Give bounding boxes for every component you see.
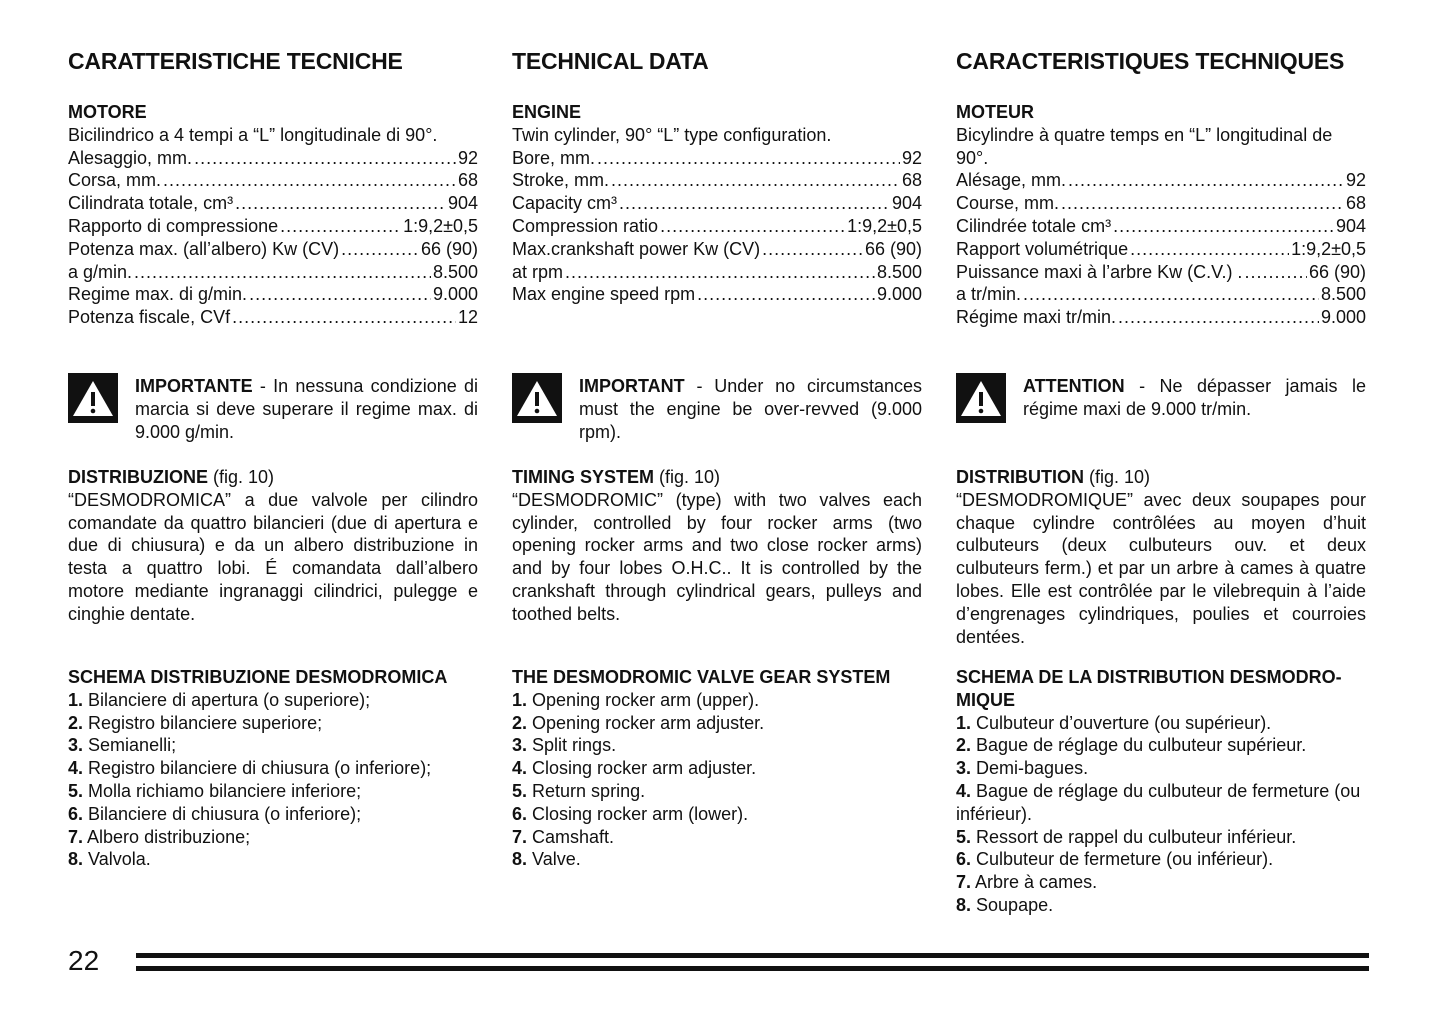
spec-row <box>68 283 478 306</box>
item-text: Soupape. <box>976 894 1054 915</box>
dot-leader <box>1244 261 1307 284</box>
spec-label: Puissance maxi à l’arbre Kw (C.V.) . <box>956 261 1243 282</box>
timing-heading: DISTRIBUTION <box>956 467 1084 487</box>
list-item <box>512 689 922 712</box>
item-number: 3. <box>68 735 84 756</box>
spec-label: Rapport volumétrique <box>956 238 1129 259</box>
spec-label: a g/min. <box>68 261 133 282</box>
dot-leader <box>134 261 431 284</box>
warning-lead: ATTENTION <box>1023 376 1125 396</box>
item-number: 7. <box>512 826 528 847</box>
spec-label: Stroke, mm. <box>512 170 610 191</box>
dot-leader <box>565 261 875 284</box>
scheme-heading: SCHEMA DISTRIBUZIONE DESMODROMICA <box>68 667 448 687</box>
item-text: Valve. <box>532 849 581 870</box>
item-number: 1. <box>956 712 972 733</box>
spec-value: 68 <box>1345 193 1366 214</box>
spec-value: 12 <box>457 307 478 328</box>
scheme-section <box>68 666 478 871</box>
list-item <box>68 734 478 757</box>
spec-row <box>956 169 1366 192</box>
spec-row <box>512 192 922 215</box>
scheme-heading: THE DESMODROMIC VALVE GEAR SYSTEM <box>512 667 891 687</box>
item-number: 1. <box>68 689 84 710</box>
item-number: 6. <box>68 803 84 824</box>
list-item <box>512 803 922 826</box>
spec-row <box>512 261 922 284</box>
item-text: Arbre à cames. <box>975 872 1098 893</box>
engine-section <box>956 101 1366 329</box>
item-text: Ressort de rappel du culbuteur inférieur. <box>976 826 1297 847</box>
list-item <box>68 826 478 849</box>
timing-heading: DISTRIBUZIONE <box>68 467 209 487</box>
scheme-section <box>512 666 922 871</box>
item-text: Camshaft. <box>532 826 615 847</box>
warning-text: - Ne dépasser jamais le régime maxi de 9.000 tr/min. <box>1023 376 1366 419</box>
spec-label: Course, mm. <box>956 193 1060 214</box>
footer-rule-top <box>136 953 1369 958</box>
list-item <box>68 712 478 735</box>
list-item <box>512 780 922 803</box>
scheme-section <box>956 666 1366 917</box>
timing-section <box>512 466 922 626</box>
item-number: 6. <box>512 803 528 824</box>
list-item <box>956 871 1366 894</box>
item-number: 2. <box>512 712 528 733</box>
item-text: Molla richiamo bilanciere inferiore; <box>88 780 362 801</box>
figure-ref: (fig. 10) <box>1084 467 1151 487</box>
warning-icon <box>956 373 1006 423</box>
list-item <box>956 734 1366 757</box>
item-number: 2. <box>68 712 84 733</box>
spec-value: 92 <box>1345 170 1366 191</box>
spec-value: 8.500 <box>876 261 922 282</box>
item-number: 5. <box>956 826 972 847</box>
warning-text: - In nessuna condizione di marcia si deve superare il regime max. di 9.000 g/min. <box>135 376 478 442</box>
spec-row <box>68 238 478 261</box>
spec-value: 9.000 <box>432 284 478 305</box>
warning-note <box>512 375 922 443</box>
spec-value: 1:9,2±0,5 <box>1291 238 1366 259</box>
list-item <box>512 734 922 757</box>
dot-leader <box>341 238 419 261</box>
item-number: 6. <box>956 849 972 870</box>
footer-rule-bottom <box>136 966 1369 971</box>
dot-leader <box>660 215 845 238</box>
spec-value: 68 <box>457 170 478 191</box>
dot-leader <box>1023 283 1319 306</box>
spec-row <box>68 306 478 329</box>
item-number: 2. <box>956 735 972 756</box>
spec-row <box>956 192 1366 215</box>
spec-label: Cilindrée totale cm³ <box>956 215 1112 236</box>
spec-row <box>512 283 922 306</box>
figure-ref: (fig. 10) <box>208 467 275 487</box>
engine-intro: Bicilindrico a 4 tempi a “L” longitudinale di 90°. <box>68 124 438 145</box>
column-title: CARATTERISTICHE TECNICHE <box>68 48 403 74</box>
spec-row <box>956 238 1366 261</box>
spec-row <box>68 192 478 215</box>
dot-leader <box>249 283 431 306</box>
item-text: Culbuteur d’ouverture (ou supérieur). <box>976 712 1272 733</box>
item-number: 1. <box>512 689 528 710</box>
item-text: Bague de réglage du culbuteur de fermeture (ou inférieur). <box>956 780 1361 824</box>
dot-leader <box>1118 306 1319 329</box>
dot-leader <box>1113 215 1334 238</box>
item-text: Bague de réglage du culbuteur supérieur. <box>976 735 1307 756</box>
item-text: Bilanciere di apertura (o superiore); <box>88 689 371 710</box>
timing-text: “DESMODROMIC” (type) with two valves each cylinder, controlled by four rocker arms (two opening rocker arms and two close rocker arms) and by four lobes O.H.C.. It is controlled by the crankshaft through cylindrical gears, pulleys and toothed belts. <box>512 489 922 624</box>
item-number: 5. <box>68 780 84 801</box>
item-text: Registro bilanciere di chiusura (o inferiore); <box>88 758 432 779</box>
item-number: 3. <box>956 758 972 779</box>
item-number: 8. <box>68 849 84 870</box>
dot-leader <box>232 306 456 329</box>
column-title: CARACTERISTIQUES TECHNIQUES <box>956 48 1345 74</box>
spec-label: Regime max. di g/min. <box>68 284 248 305</box>
dot-leader <box>1061 192 1344 215</box>
warning-text: - Under no circumstances must the engine be over-revved (9.000 rpm). <box>579 376 922 442</box>
spec-label: Potenza fiscale, CVf <box>68 307 231 328</box>
spec-label: a tr/min. <box>956 284 1022 305</box>
page-number: 22 <box>68 945 100 976</box>
spec-value: 9.000 <box>1320 307 1366 328</box>
spec-label: Rapporto di compressione <box>68 215 279 236</box>
spec-value: 68 <box>901 170 922 191</box>
spec-value: 904 <box>891 193 922 214</box>
spec-value: 8.500 <box>1320 284 1366 305</box>
spec-row <box>956 283 1366 306</box>
list-item <box>956 712 1366 735</box>
spec-label: Potenza max. (all’albero) Kw (CV) <box>68 238 340 259</box>
dot-leader <box>597 147 900 170</box>
spec-row <box>956 306 1366 329</box>
item-number: 4. <box>68 758 84 779</box>
list-item <box>512 757 922 780</box>
spec-value: 9.000 <box>876 284 922 305</box>
warning-icon <box>68 373 118 423</box>
item-text: Valvola. <box>88 849 151 870</box>
list-item <box>956 780 1366 826</box>
warning-lead: IMPORTANTE <box>135 376 253 396</box>
spec-value: 1:9,2±0,5 <box>847 215 922 236</box>
list-item <box>512 712 922 735</box>
timing-text: “DESMODROMICA” a due valvole per cilindro comandate da quattro bilancieri (due di apertura e due di chiusura) e da un albero distribuzione in testa a quattro lobi. É comandata dall’albero motore mediante ingranaggi cilindrici, pulegge e cinghie dentate. <box>68 489 478 624</box>
warning-lead: IMPORTANT <box>579 376 685 396</box>
dot-leader <box>697 283 875 306</box>
item-number: 8. <box>956 894 972 915</box>
item-number: 8. <box>512 849 528 870</box>
spec-label: Bore, mm. <box>512 147 596 168</box>
spec-label: Capacity cm³ <box>512 193 618 214</box>
item-text: Bilanciere di chiusura (o inferiore); <box>88 803 362 824</box>
item-number: 3. <box>512 735 528 756</box>
spec-value: 8.500 <box>432 261 478 282</box>
spec-value: 66 (90) <box>864 238 922 259</box>
dot-leader <box>280 215 401 238</box>
spec-label: Régime maxi tr/min. <box>956 307 1117 328</box>
timing-text: “DESMODROMIQUE” avec deux soupapes pour chaque cylindre contrôlées au moyen d’huit culbuteurs (deux culbuteurs ouv. et deux culbuteurs ferm.) et par un arbre à cames à quatre lobes. Elle est contrôlée par le vilebrequin à l’aide d’engrenages cylindriques, poulies et courroies dentées. <box>956 489 1366 647</box>
item-text: Culbuteur de fermeture (ou inférieur). <box>976 849 1274 870</box>
item-number: 4. <box>512 758 528 779</box>
timing-section <box>956 466 1366 648</box>
list-item <box>68 757 478 780</box>
engine-section <box>512 101 922 306</box>
dot-leader <box>1068 169 1344 192</box>
spec-value: 904 <box>447 193 478 214</box>
spec-label: Max.crankshaft power Kw (CV) <box>512 238 761 259</box>
timing-heading: TIMING SYSTEM <box>512 467 655 487</box>
item-text: Closing rocker arm adjuster. <box>532 758 757 779</box>
spec-row <box>512 169 922 192</box>
spec-label: Cilindrata totale, cm³ <box>68 193 234 214</box>
item-text: Closing rocker arm (lower). <box>532 803 749 824</box>
item-number: 5. <box>512 780 528 801</box>
spec-value: 66 (90) <box>1308 261 1366 282</box>
engine-intro: Bicylindre à quatre temps en “L” longitudinal de 90°. <box>956 124 1333 168</box>
spec-row <box>956 215 1366 238</box>
spec-row <box>68 169 478 192</box>
item-text: Opening rocker arm adjuster. <box>532 712 765 733</box>
dot-leader <box>194 147 456 170</box>
spec-value: 1:9,2±0,5 <box>403 215 478 236</box>
warning-note <box>956 375 1366 423</box>
list-item <box>956 757 1366 780</box>
dot-leader <box>619 192 890 215</box>
item-text: Return spring. <box>532 780 646 801</box>
item-text: Demi-bagues. <box>976 758 1089 779</box>
spec-row <box>512 238 922 261</box>
list-item <box>956 848 1366 871</box>
spec-label: Alesaggio, mm. <box>68 147 193 168</box>
item-number: 7. <box>68 826 84 847</box>
figure-ref: (fig. 10) <box>654 467 721 487</box>
spec-value: 92 <box>901 147 922 168</box>
spec-value: 66 (90) <box>420 238 478 259</box>
dot-leader <box>611 169 900 192</box>
item-text: Albero distribuzione; <box>87 826 251 847</box>
engine-intro: Twin cylinder, 90° “L” type configuration. <box>512 124 832 145</box>
dot-leader <box>762 238 863 261</box>
item-text: Semianelli; <box>88 735 177 756</box>
scheme-heading: SCHEMA DE LA DISTRIBUTION DESMODRO-MIQUE <box>956 667 1342 710</box>
warning-icon <box>512 373 562 423</box>
list-item <box>68 689 478 712</box>
timing-section <box>68 466 478 626</box>
list-item <box>68 803 478 826</box>
spec-row <box>68 147 478 170</box>
spec-value: 92 <box>457 147 478 168</box>
list-item <box>68 780 478 803</box>
engine-heading: ENGINE <box>512 102 582 122</box>
spec-row <box>956 261 1366 284</box>
item-number: 4. <box>956 780 972 801</box>
list-item <box>956 826 1366 849</box>
spec-row <box>68 215 478 238</box>
spec-label: at rpm <box>512 261 564 282</box>
spec-row <box>512 215 922 238</box>
engine-heading: MOTORE <box>68 102 147 122</box>
item-text: Split rings. <box>532 735 617 756</box>
spec-value: 904 <box>1335 215 1366 236</box>
spec-label: Alésage, mm. <box>956 170 1067 191</box>
list-item <box>68 848 478 871</box>
spec-row <box>512 147 922 170</box>
engine-heading: MOTEUR <box>956 102 1034 122</box>
item-text: Opening rocker arm (upper). <box>532 689 760 710</box>
spec-label: Corsa, mm. <box>68 170 162 191</box>
engine-section <box>68 101 478 329</box>
dot-leader <box>1130 238 1289 261</box>
list-item <box>956 894 1366 917</box>
spec-label: Compression ratio <box>512 215 659 236</box>
dot-leader <box>235 192 446 215</box>
spec-row <box>68 261 478 284</box>
dot-leader <box>163 169 456 192</box>
item-number: 7. <box>956 872 972 893</box>
warning-note <box>68 375 478 443</box>
spec-label: Max engine speed rpm <box>512 284 696 305</box>
column-title: TECHNICAL DATA <box>512 48 709 74</box>
item-text: Registro bilanciere superiore; <box>88 712 323 733</box>
list-item <box>512 848 922 871</box>
list-item <box>512 826 922 849</box>
